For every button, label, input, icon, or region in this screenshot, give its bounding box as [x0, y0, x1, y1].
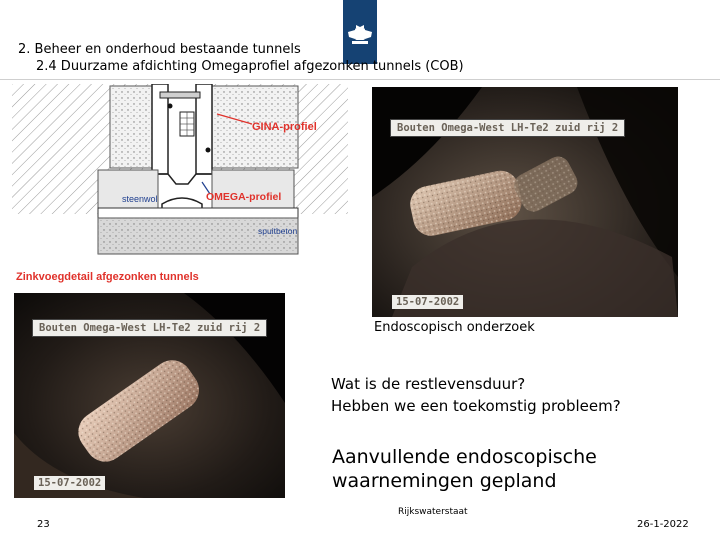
- spuitbeton-label: spuitbeton: [258, 226, 298, 236]
- slide-title-line-2: 2.4 Duurzame afdichting Omegaprofiel afgezonken tunnels (COB): [36, 59, 464, 74]
- diagram-caption: Zinkvoegdetail afgezonken tunnels: [16, 271, 199, 283]
- crest-emblem-icon: [346, 24, 374, 46]
- header-divider: [0, 79, 720, 80]
- plan-line-1: Aanvullende endoscopische: [332, 446, 597, 468]
- zinkvoeg-detail-diagram: [12, 84, 348, 284]
- footer-organization: Rijkswaterstaat: [398, 507, 468, 517]
- slide-title-line-1: 2. Beheer en onderhoud bestaande tunnels: [18, 42, 301, 57]
- photo-right-date: 15-07-2002: [392, 295, 463, 309]
- question-future-problem: Hebben we een toekomstig probleem?: [331, 397, 621, 415]
- steenwol-label: steenwol: [122, 194, 158, 204]
- omega-profile-label: OMEGA-profiel: [206, 191, 282, 203]
- government-crest-logo: [343, 0, 377, 64]
- endoscope-photo-right: [372, 87, 678, 317]
- endoscope-photo-left: [14, 293, 285, 498]
- question-remaining-life: Wat is de restlevensduur?: [331, 375, 526, 393]
- photo-caption: Endoscopisch onderzoek: [374, 320, 535, 335]
- page-number: 23: [37, 519, 50, 530]
- photo-left-date: 15-07-2002: [34, 476, 105, 490]
- photo-right-banner: Bouten Omega-West LH-Te2 zuid rij 2: [390, 119, 625, 137]
- gina-profile-label: GINA-profiel: [252, 121, 317, 133]
- photo-left-banner: Bouten Omega-West LH-Te2 zuid rij 2: [32, 319, 267, 337]
- footer-date: 26-1-2022: [637, 519, 689, 530]
- plan-line-2: waarnemingen gepland: [332, 470, 557, 492]
